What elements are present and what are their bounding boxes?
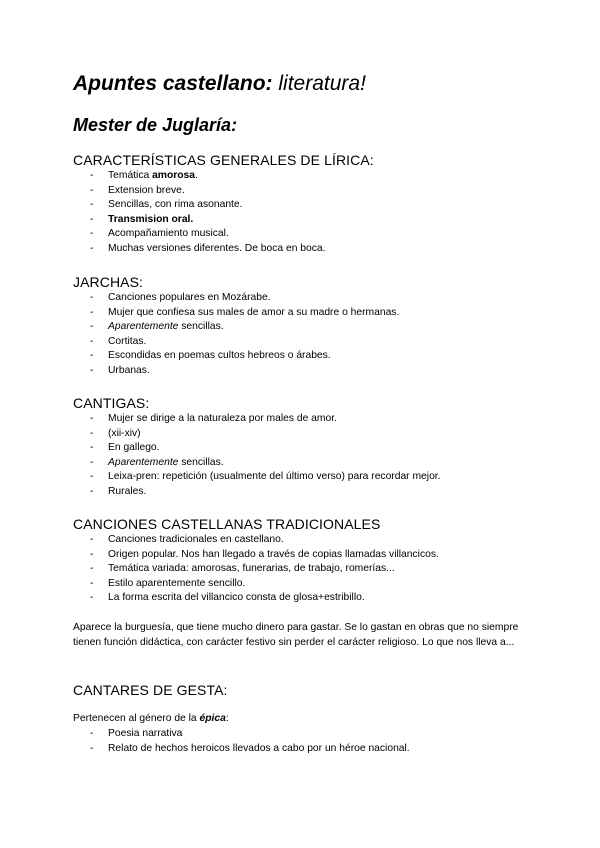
list-item: - Temática variada: amorosas, funerarias, de trabajo, romerías... <box>90 563 395 575</box>
paragraph-burguesia: Aparece la burguesía, que tiene mucho dinero para gastar. Se lo gastan en obras que no siempre tienen función didáctica, con carácter festivo sin perder el carácter religioso. Lo que nos lleva a... <box>73 622 519 648</box>
cantares-intro: Pertenecen al género de la épica: <box>73 713 229 724</box>
section-title-mester: Mester de Juglaría: <box>73 115 238 135</box>
heading-canciones: CANCIONES CASTELLANAS TRADICIONALES <box>73 516 381 532</box>
heading-caracteristicas: CARACTERÍSTICAS GENERALES DE LÍRICA: <box>73 152 374 168</box>
list-item: - Origen popular. Nos han llegado a través de copias llamadas villancicos. <box>90 548 439 560</box>
list-item: - Relato de hechos heroicos llevados a cabo por un héroe nacional. <box>90 742 410 754</box>
list-caracteristicas <box>90 169 326 257</box>
list-item: - Mujer se dirige a la naturaleza por males de amor. <box>90 413 337 424</box>
title-sub: literatura! <box>272 72 366 95</box>
list-item: - Transmision oral. <box>90 213 194 225</box>
list-item: - Canciones tradicionales en castellano. <box>90 534 284 545</box>
list-jarchas <box>90 291 399 379</box>
list-cantigas <box>90 412 441 500</box>
document-title <box>73 72 366 96</box>
list-canciones <box>90 533 439 606</box>
list-item: - Rurales. <box>90 485 147 497</box>
list-item: - Aparentemente sencillas. <box>90 321 224 333</box>
list-item: - (xii-xiv) <box>90 427 141 439</box>
list-item: - Cortitas. <box>90 335 147 347</box>
title-main: Apuntes castellano: <box>73 72 273 95</box>
list-item: - Acompañamiento musical. <box>90 228 229 240</box>
heading-jarchas: JARCHAS: <box>73 274 144 290</box>
list-item: - Escondidas en poemas cultos hebreos o árabes. <box>90 350 331 362</box>
heading-cantigas: CANTIGAS: <box>73 395 150 411</box>
list-item: - Sencillas, con rima asonante. <box>90 199 243 211</box>
list-item: - Estilo aparentemente sencillo. <box>90 577 246 589</box>
list-cantares <box>90 727 410 756</box>
list-item: - En gallego. <box>90 442 160 454</box>
heading-cantares: CANTARES DE GESTA: <box>73 682 228 698</box>
list-item: - Muchas versiones diferentes. De boca en boca. <box>90 242 326 254</box>
list-item: - Poesia narrativa <box>90 728 183 739</box>
list-item: - Mujer que confiesa sus males de amor a su madre o hermanas. <box>90 306 400 318</box>
list-item: - Urbanas. <box>90 364 150 376</box>
list-item: - Canciones populares en Mozárabe. <box>90 292 271 303</box>
list-item: - Leixa-pren: repetición (usualmente del último verso) para recordar mejor. <box>90 471 441 483</box>
list-item: - Temática amorosa. <box>90 170 198 181</box>
list-item: - Extension breve. <box>90 184 185 196</box>
list-item: - La forma escrita del villancico consta de glosa+estribillo. <box>90 592 365 604</box>
list-item: - Aparentemente sencillas. <box>90 456 224 468</box>
